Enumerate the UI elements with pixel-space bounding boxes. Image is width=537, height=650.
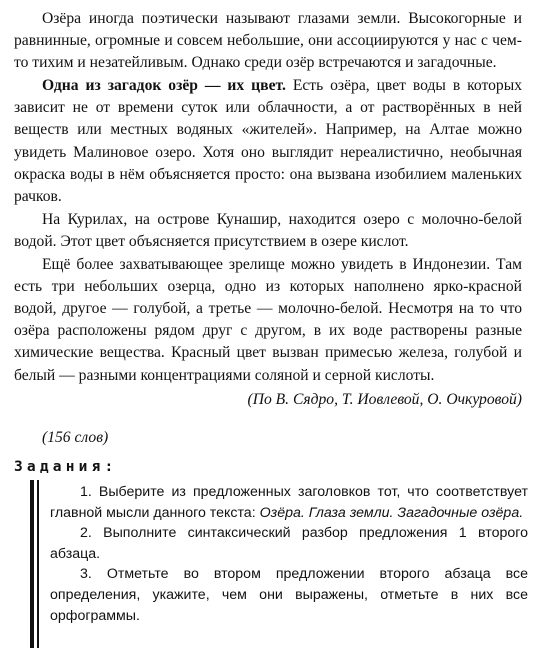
task-1-options: Озёра. Глаза земли. Загадочные озёра. xyxy=(259,504,524,521)
paragraph-2 xyxy=(14,75,522,208)
paragraph-1: Озёра иногда поэтически называют глазами земли. Высокогорные и равнинные, огромные и совсем небольшие, они ассоциируются у нас с чем-то тихим и незатейливым. Однако среди озёр встречаются и загадочные. xyxy=(14,10,522,72)
tasks-margin-bar-thick xyxy=(30,480,34,648)
task-3: 3. Отметьте во втором предложении второго абзаца все определения, укажите, чем они выражены, отметьте в них все орфограммы. xyxy=(50,566,528,624)
paragraph-4: Ещё более захватывающее зрелище можно увидеть в Индонезии. Там есть три небольших озерца, одно из которых наполнено ярко-красной водой, другое — голубой, а третье — молочно-белой. Несмотря на то что озёра расположены рядом друг с другом, в их воде растворены разные химические вещества. Красный цвет вызван примесью железа, голубой и белый — разными концентрациями соляной и серной кислоты. xyxy=(14,256,522,384)
task-1-text: 1. Выберите из предложенных заголовков тот, что соответствует главной мысли данного текста: xyxy=(50,484,528,521)
tasks-heading: Задания: xyxy=(14,459,118,475)
task-1 xyxy=(50,482,528,523)
author-attribution: (По В. Сядро, Т. Иовлевой, О. Очкуровой) xyxy=(247,390,522,408)
paragraph-2-lead: Одна из загадок озёр — их цвет. xyxy=(42,77,286,95)
paragraph-2-body: Есть озёра, цвет воды в которых зависит не от времени суток или облачности, а от растворённых в ней веществ или местных водяных «жителей». Например, на Алтае можно увидеть Малиновое озеро. Хотя оно выглядит нереалистично, необычная окраска воды в нём объясняется просто: она вызвана изобилием маленьких рачков. xyxy=(14,77,522,205)
task-2: 2. Выполните синтаксический разбор предложения 1 второго абзаца. xyxy=(50,525,528,562)
tasks-margin-bar-thin xyxy=(37,480,39,648)
tasks-list xyxy=(50,482,528,626)
main-text xyxy=(14,8,522,412)
word-count: (156 слов) xyxy=(42,429,109,446)
paragraph-3: На Курилах, на острове Кунашир, находится озеро с молочно-белой водой. Этот цвет объясняется присутствием в озере кислот. xyxy=(14,210,522,250)
